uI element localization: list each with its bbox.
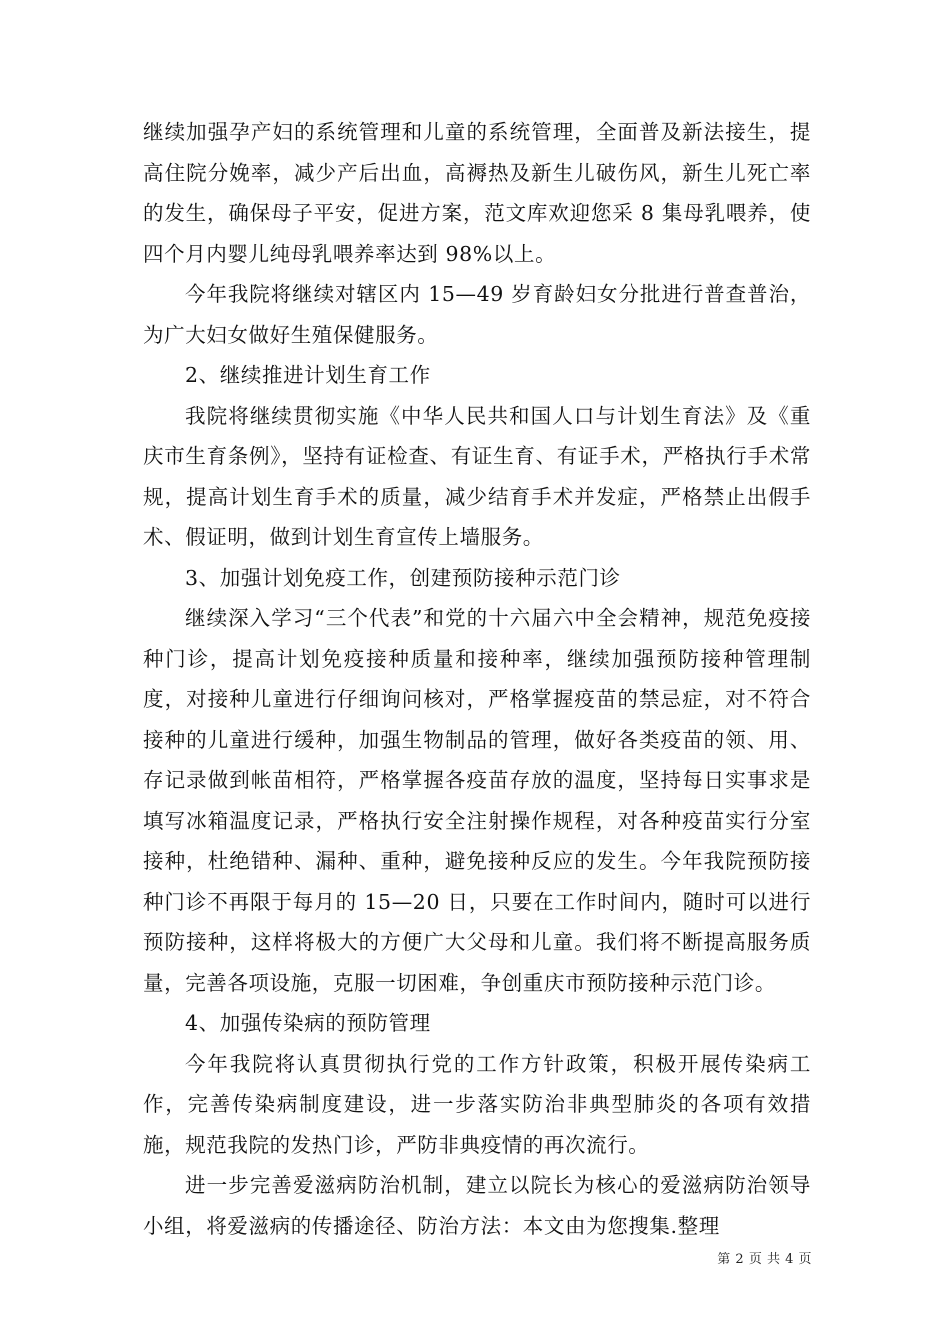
heading-immunization: 3、加强计划免疫工作，创建预防接种示范门诊 bbox=[185, 565, 621, 590]
page-number-footer: 第 2 页 共 4 页 bbox=[717, 1252, 812, 1267]
paragraph-maternal-care: 继续加强孕产妇的系统管理和儿童的系统管理，全面普及新法接生，提高住院分娩率，减少产后出血，高褥热及新生儿破伤风，新生儿死亡率的发生，确保母子平安，促进方案，范文库欢迎您采 8 集母乳喂养，使四个月内婴儿纯母乳喂养率达到 98%以上。 bbox=[143, 120, 811, 266]
paragraph-womens-screening: 今年我院将继续对辖区内 15—49 岁育龄妇女分批进行普查普治，为广大妇女做好生殖保健服务。 bbox=[143, 282, 811, 347]
heading-infectious-disease: 4、加强传染病的预防管理 bbox=[185, 1011, 431, 1035]
heading-family-planning: 2、继续推进计划生育工作 bbox=[185, 363, 431, 387]
document-body bbox=[143, 112, 811, 1246]
paragraph-immunization: 继续深入学习“三个代表”和党的十六届六中全会精神，规范免疫接种门诊，提高计划免疫接种质量和接种率，继续加强预防接种管理制度，对接种儿童进行仔细询问核对，严格掌握疫苗的禁忌症，对不符合接种的儿童进行缓种，加强生物制品的管理，做好各类疫苗的领、用、存记录做到帐苗相符，严格掌握各疫苗存放的温度，坚持每日实事求是填写冰箱温度记录，严格执行安全注射操作规程，对各种疫苗实行分室接种，杜绝错种、漏种、重种，避免接种反应的发生。今年我院预防接种门诊不再限于每月的 15—20 日，只要在工作时间内，随时可以进行预防接种，这样将极大的方便广大父母和儿童。我们将不断提高服务质量，完善各项设施，克服一切困难，争创重庆市预防接种示范门诊。 bbox=[143, 606, 811, 995]
paragraph-family-planning: 我院将继续贯彻实施《中华人民共和国人口与计划生育法》及《重庆市生育条例》，坚持有证检查、有证生育、有证手术，严格执行手术常规，提高计划生育手术的质量，减少结育手术并发症，严格禁止出假手术、假证明，做到计划生育宣传上墙服务。 bbox=[143, 403, 811, 549]
paragraph-infectious-disease: 今年我院将认真贯彻执行党的工作方针政策，积极开展传染病工作，完善传染病制度建设，进一步落实防治非典型肺炎的各项有效措施，规范我院的发热门诊，严防非典疫情的再次流行。 bbox=[143, 1051, 811, 1157]
paragraph-aids-prevention: 进一步完善爱滋病防治机制，建立以院长为核心的爱滋病防治领导小组，将爱滋病的传播途径、防治方法：本文由为您搜集.整理 bbox=[143, 1173, 811, 1238]
